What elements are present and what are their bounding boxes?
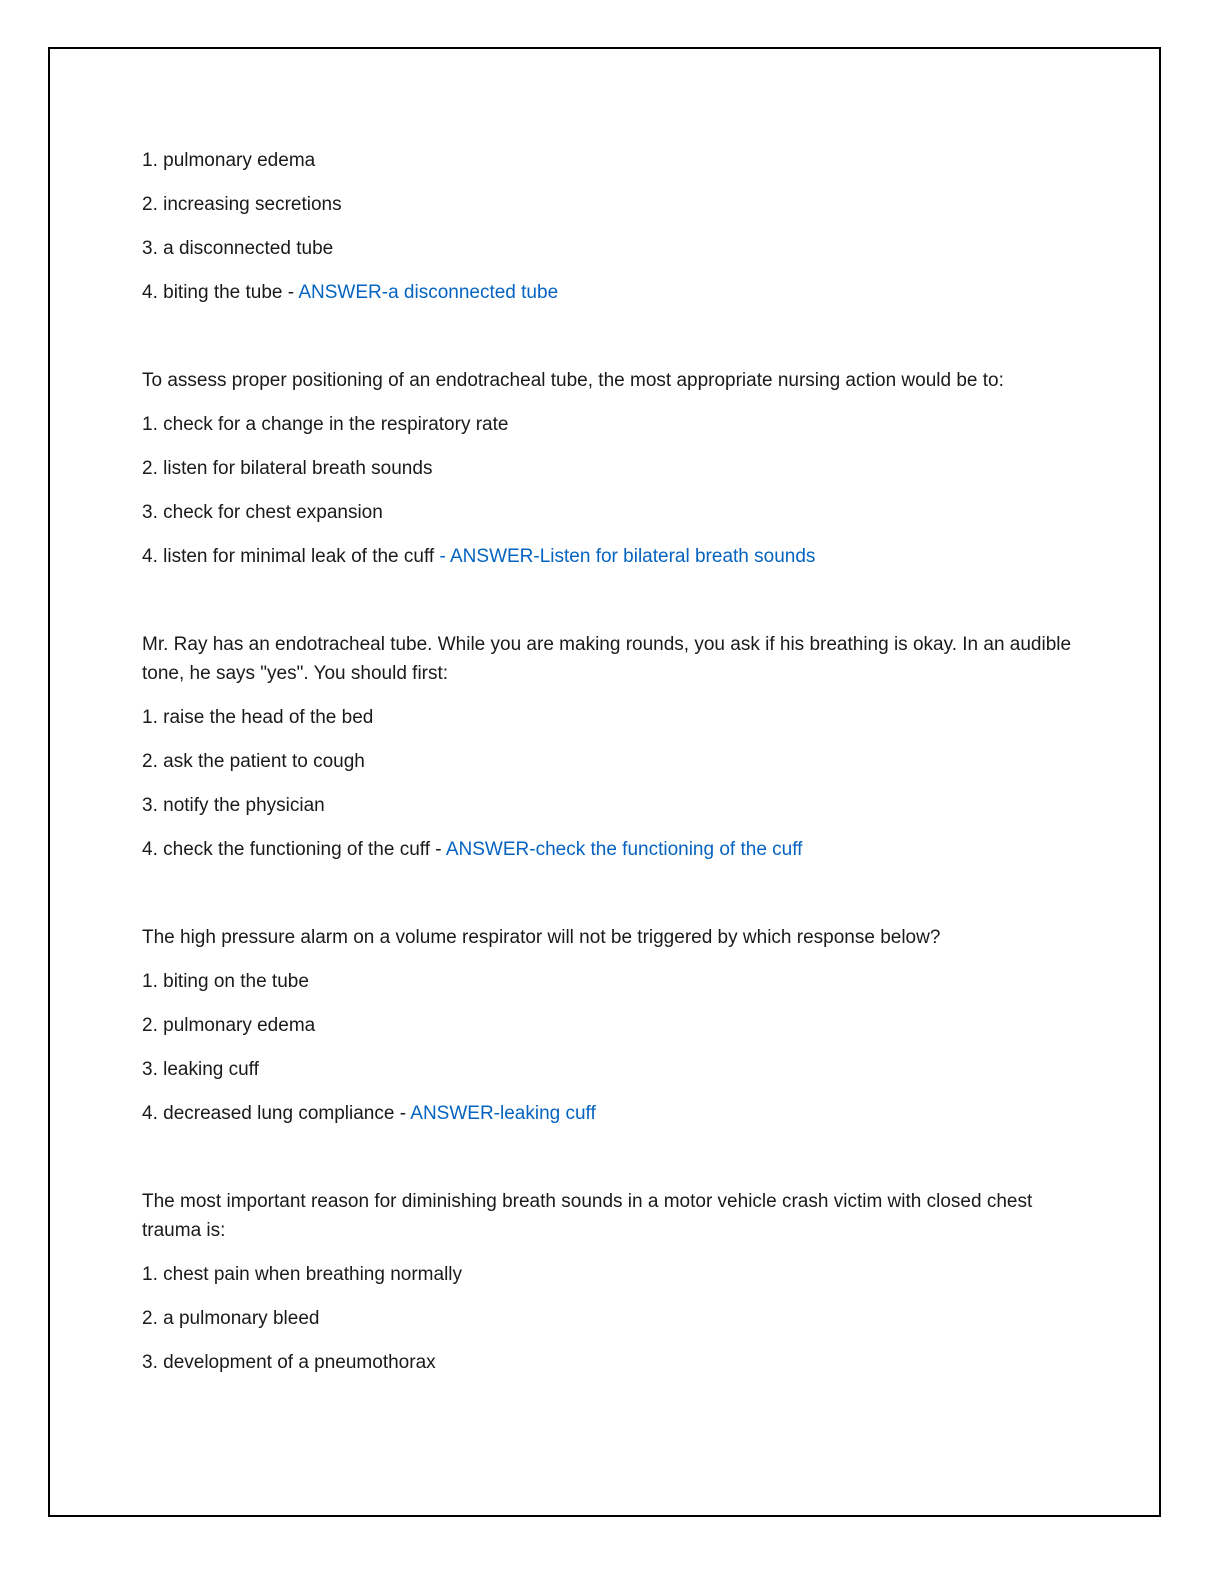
question-text: The most important reason for diminishing breath sounds in a motor vehicle crash victim with closed chest trauma is: <box>142 1191 1033 1241</box>
option-4 <box>142 278 1072 307</box>
option-text: 4. check the functioning of the cuff - <box>142 839 446 860</box>
option-1: 1. pulmonary edema <box>142 150 316 171</box>
option-3: 3. notify the physician <box>142 795 325 816</box>
option-2: 2. pulmonary edema <box>142 1015 316 1036</box>
question-block <box>142 146 1072 307</box>
block-gap <box>142 322 1072 366</box>
option-3: 3. check for chest expansion <box>142 502 383 523</box>
block-gap <box>142 586 1072 630</box>
option-1: 1. biting on the tube <box>142 971 309 992</box>
option-2: 2. increasing secretions <box>142 194 342 215</box>
answer-text: ANSWER-leaking cuff <box>410 1103 596 1124</box>
answer-text: ANSWER-check the functioning of the cuff <box>445 839 803 860</box>
block-gap <box>142 1143 1072 1187</box>
option-4 <box>142 835 1072 864</box>
question-block <box>142 630 1072 864</box>
option-3: 3. leaking cuff <box>142 1059 259 1080</box>
option-4 <box>142 542 1072 571</box>
question-text: The high pressure alarm on a volume respirator will not be triggered by which response below? <box>142 927 941 948</box>
question-block <box>142 366 1072 571</box>
option-1: 1. raise the head of the bed <box>142 707 374 728</box>
option-1: 1. chest pain when breathing normally <box>142 1264 463 1285</box>
answer-text: ANSWER-a disconnected tube <box>298 282 559 303</box>
question-text: Mr. Ray has an endotracheal tube. While you are making rounds, you ask if his breathing is okay. In an audible tone, he says "yes". You should first: <box>142 634 1072 684</box>
option-2: 2. a pulmonary bleed <box>142 1308 320 1329</box>
option-text: 4. listen for minimal leak of the cuff <box>142 546 440 567</box>
question-block <box>142 1187 1072 1377</box>
option-2: 2. ask the patient to cough <box>142 751 365 772</box>
document-body <box>142 146 1072 1392</box>
option-1: 1. check for a change in the respiratory rate <box>142 414 509 435</box>
question-text: To assess proper positioning of an endotracheal tube, the most appropriate nursing action would be to: <box>142 370 1004 391</box>
option-4 <box>142 1099 1072 1128</box>
option-2: 2. listen for bilateral breath sounds <box>142 458 433 479</box>
option-text: 4. decreased lung compliance - <box>142 1103 411 1124</box>
answer-text: - ANSWER-Listen for bilateral breath sounds <box>439 546 816 567</box>
option-3: 3. a disconnected tube <box>142 238 334 259</box>
block-gap <box>142 879 1072 923</box>
option-text: 4. biting the tube - <box>142 282 299 303</box>
option-3: 3. development of a pneumothorax <box>142 1352 436 1373</box>
question-block <box>142 923 1072 1128</box>
